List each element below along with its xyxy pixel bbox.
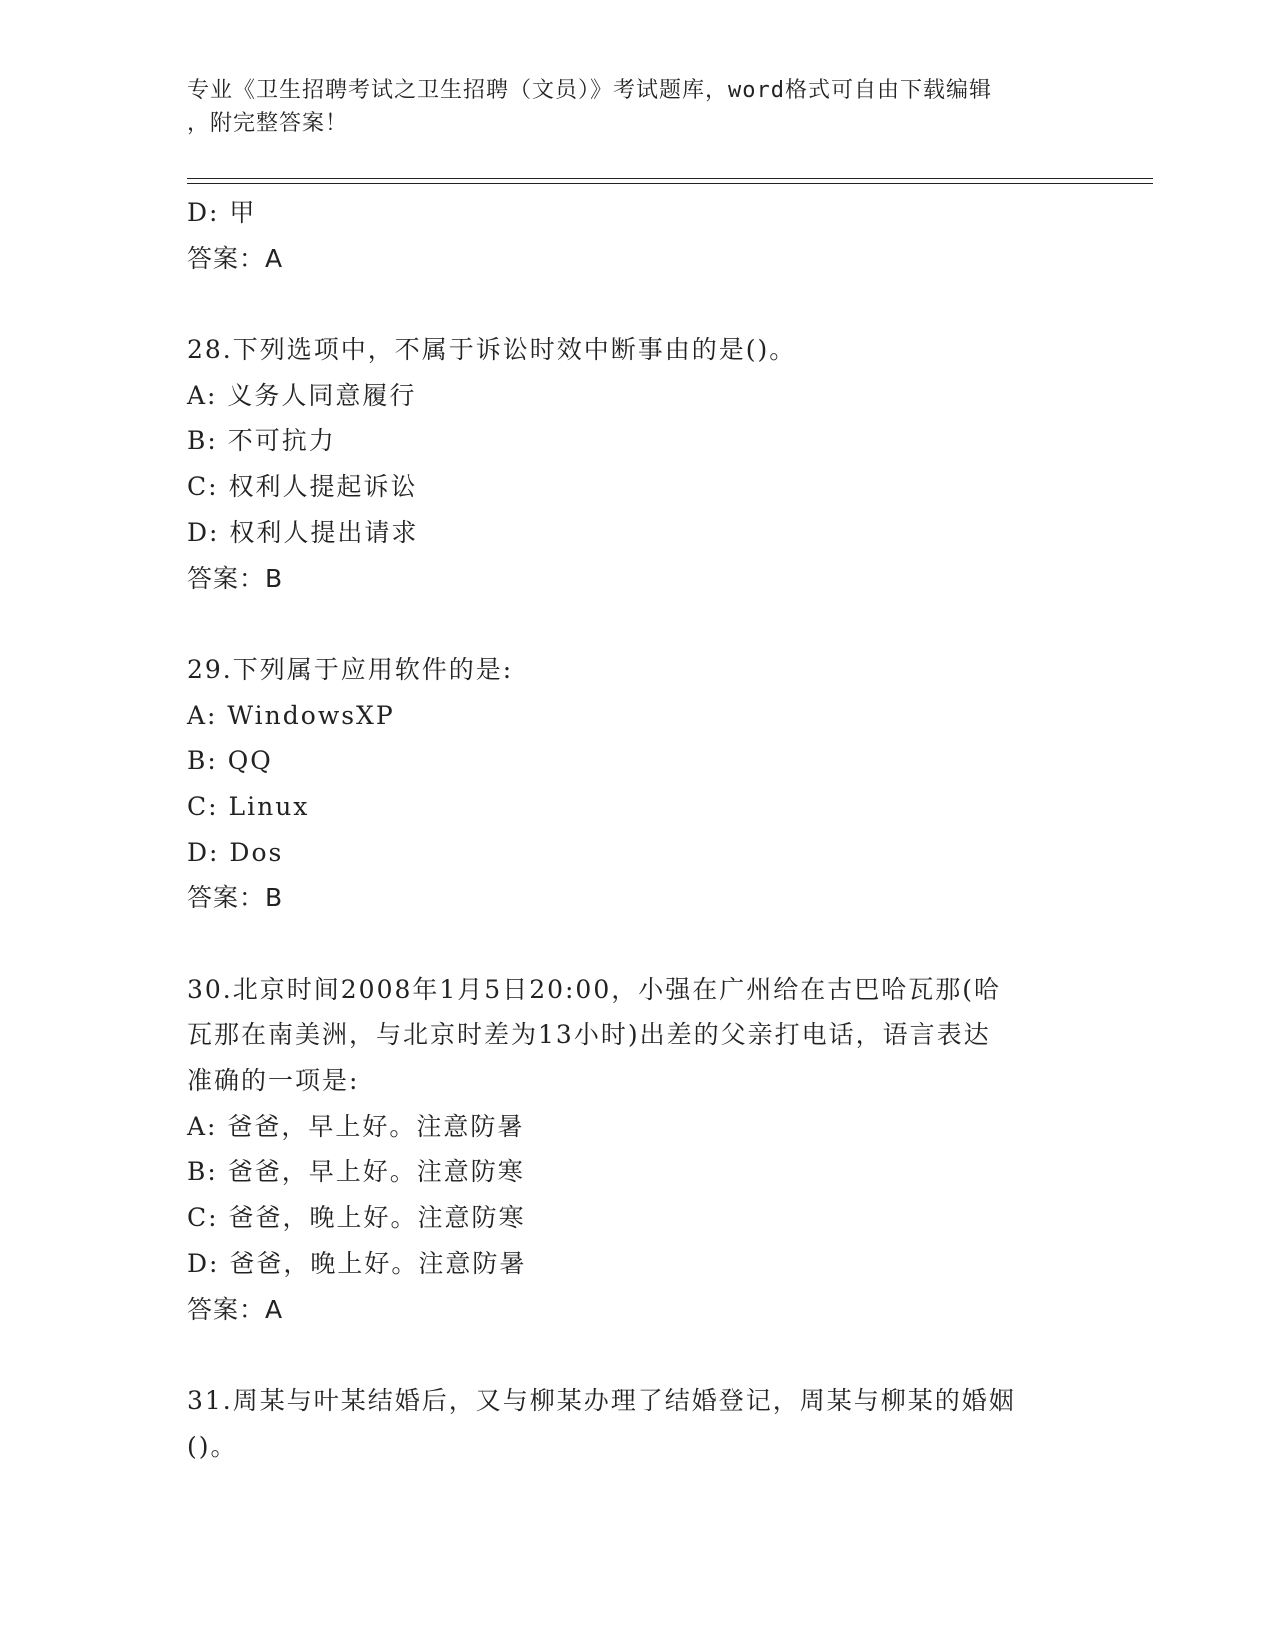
question-stem-30-line-3: 准确的一项是: [187,1066,360,1096]
answer-line: 答案：B [187,883,284,913]
header-rule-top [187,178,1153,179]
option-c: C: 权利人提起诉讼 [187,472,418,502]
option-b: B: 不可抗力 [187,426,336,456]
question-stem-30-line-2: 瓦那在南美洲，与北京时差为13小时)出差的父亲打电话，语言表达 [187,1020,991,1050]
option-d: D: 权利人提出请求 [187,517,419,547]
option-c: C: Linux [187,791,310,821]
option-c: C: 爸爸，晚上好。注意防寒 [187,1203,526,1233]
option-d: D: 甲 [187,198,257,227]
question-stem-30-line-1: 30.北京时间2008年1月5日20:00，小强在广州给在古巴哈瓦那(哈 [187,974,1001,1004]
answer-line: 答案：B [187,563,284,593]
option-d: D: 爸爸，晚上好。注意防暑 [187,1248,527,1278]
question-list [187,190,1087,1469]
answer-line: 答案：A [187,1294,284,1324]
header-line-2: ，附完整答案！ [187,111,349,136]
header-line-1: 专业《卫生招聘考试之卫生招聘（文员）》考试题库，word格式可自由下载编辑 [187,78,992,103]
spacer [187,921,1087,967]
option-d: D: Dos [187,837,284,867]
spacer [187,281,1087,327]
option-a: A: WindowsXP [187,700,395,730]
answer-line: 答案：A [187,243,284,273]
question-stem-31-line-2: ()。 [187,1431,238,1461]
header-rule-bottom [187,183,1153,184]
question-stem-28: 28.下列选项中，不属于诉讼时效中断事由的是()。 [187,335,797,365]
option-b: B: QQ [187,746,273,776]
spacer [187,1332,1087,1378]
question-stem-31-line-1: 31.周某与叶某结婚后，又与柳某办理了结婚登记，周某与柳某的婚姻 [187,1385,1016,1415]
question-stem-29: 29.下列属于应用软件的是: [187,654,514,684]
spacer [187,601,1087,647]
page-header [187,74,1067,140]
option-b: B: 爸爸，早上好。注意防寒 [187,1157,525,1187]
option-a: A: 爸爸，早上好。注意防暑 [187,1111,525,1141]
option-a: A: 义务人同意履行 [187,380,417,410]
